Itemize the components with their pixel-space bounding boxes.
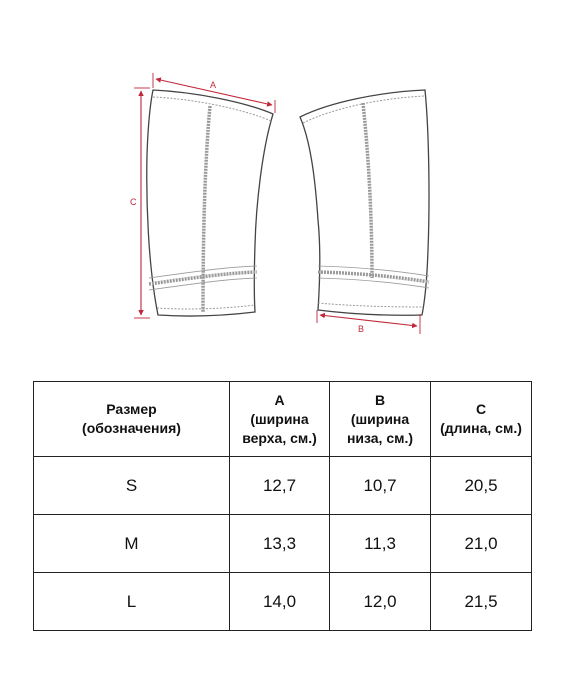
cell-c: 20,5	[431, 457, 532, 515]
header-b-line-2: (ширина	[350, 410, 410, 427]
left-sleeve-drawing	[147, 90, 273, 316]
header-b-line-1: B	[374, 391, 386, 408]
header-a-line-1: A	[274, 391, 285, 408]
table-header-row	[34, 382, 532, 457]
right-sleeve-drawing	[300, 90, 429, 315]
table-row	[34, 457, 532, 515]
header-b-line-3: низа, см.)	[346, 429, 414, 446]
cell-size: M	[34, 515, 230, 573]
size-chart-table	[33, 381, 532, 631]
header-a-line-2: (ширина	[250, 410, 309, 427]
cell-b: 10,7	[330, 457, 431, 515]
cell-a: 14,0	[230, 573, 330, 631]
cell-b: 11,3	[330, 515, 431, 573]
header-c	[431, 382, 532, 457]
cell-a: 13,3	[230, 515, 330, 573]
cell-b: 12,0	[330, 573, 431, 631]
dimension-b-label: B	[358, 324, 365, 334]
header-size-line-2: (обозначения)	[82, 420, 181, 436]
header-size-line-1: Размер	[106, 401, 157, 417]
header-c-line-1: C	[475, 401, 487, 417]
header-a	[230, 382, 330, 457]
dimension-a-label: A	[210, 80, 217, 90]
header-c-line-2: (длина, см.)	[440, 420, 522, 436]
cell-c: 21,5	[431, 573, 532, 631]
header-b	[330, 382, 431, 457]
header-size	[34, 382, 230, 457]
cell-c: 21,0	[431, 515, 532, 573]
header-a-line-3: верха, см.)	[242, 429, 317, 446]
dimension-c-label: C	[130, 197, 137, 207]
right-sleeve-outline	[300, 90, 429, 315]
cell-size: L	[34, 573, 230, 631]
cell-a: 12,7	[230, 457, 330, 515]
table-row	[34, 573, 532, 631]
table-row	[34, 515, 532, 573]
cell-size: S	[34, 457, 230, 515]
